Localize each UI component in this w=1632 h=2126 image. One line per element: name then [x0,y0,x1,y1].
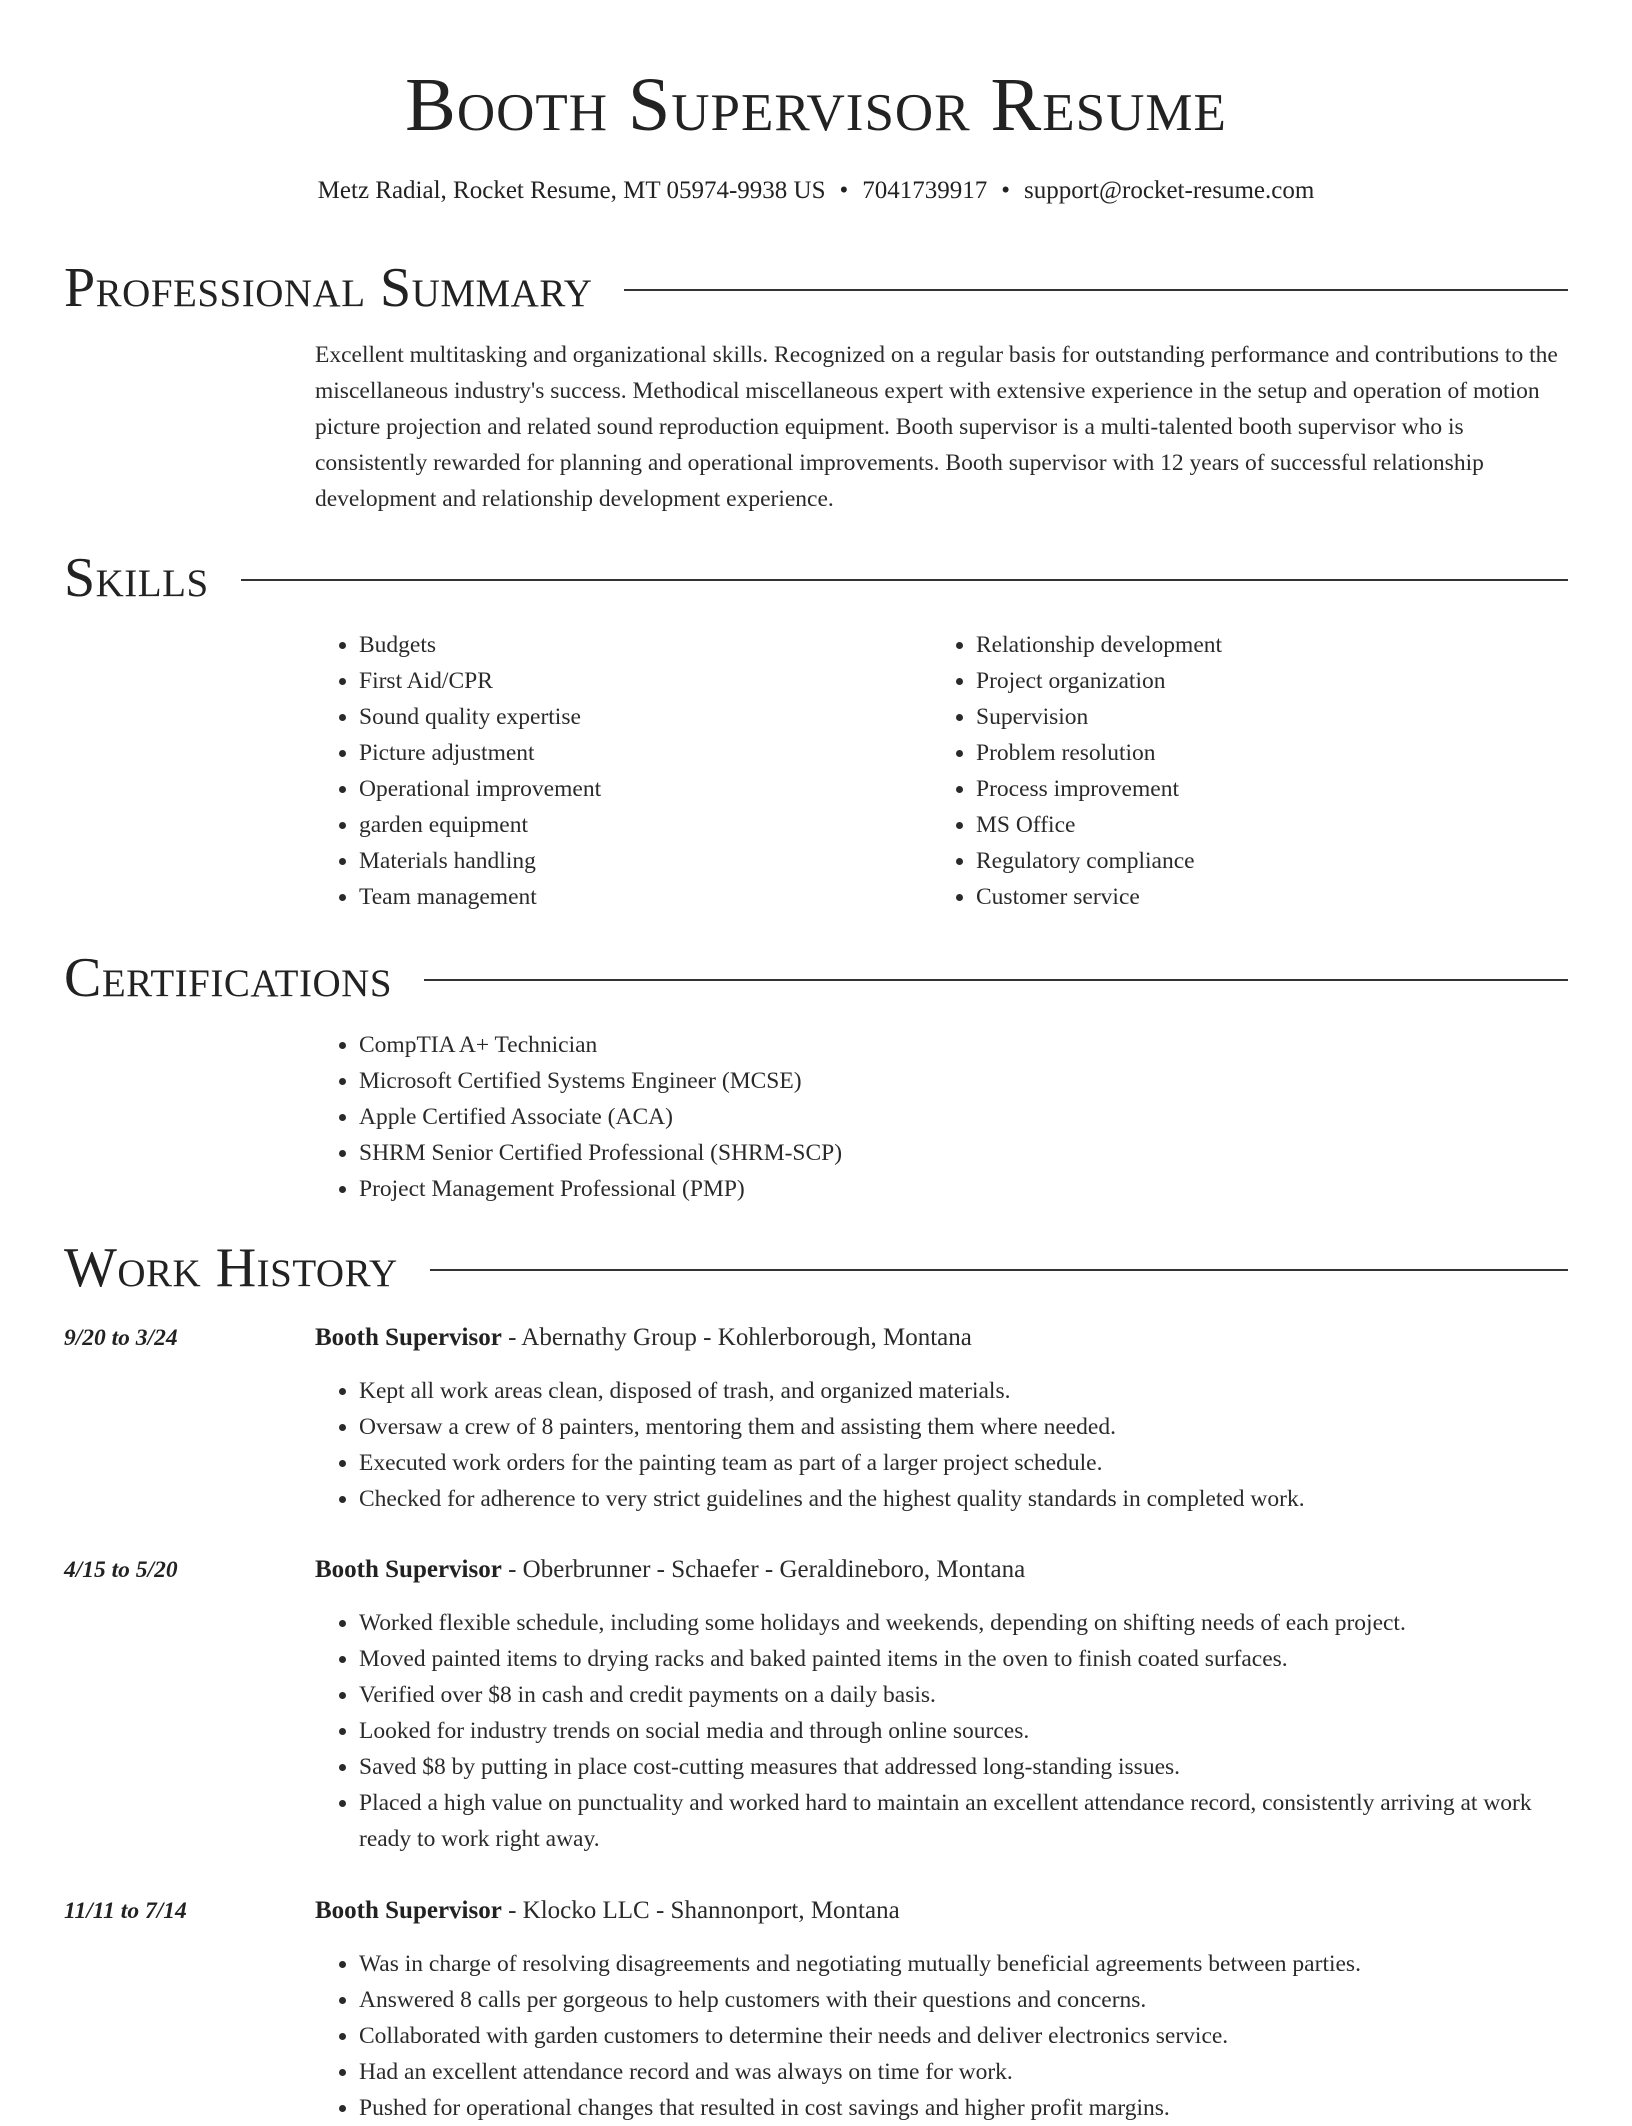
job-role: Booth Supervisor [315,1324,502,1351]
job-duty-item: • Saved $8 by putting in place cost-cutting measures that addressed long-standing issues. [359,1749,1568,1785]
skills-list-left [315,627,915,915]
job-dates: 11/11 to 7/14 [64,1898,187,1924]
certification-item: • Apple Certified Associate (ACA) [359,1099,842,1135]
job-header [315,1893,1568,1929]
job-duty-item: • Placed a high value on punctuality and worked hard to maintain an excellent attendance record, consistently arriving at work ready to work right away. [359,1785,1568,1857]
job-duty-item: • Collaborated with garden customers to determine their needs and deliver electronics service. [359,2018,1568,2054]
summary-heading: Professional Summary [64,257,593,319]
job-duty-item: • Kept all work areas clean, disposed of trash, and organized materials. [359,1373,1568,1409]
job-duty-item: • Verified over $8 in cash and credit payments on a daily basis. [359,1677,1568,1713]
section-divider [241,579,1568,581]
skill-item: • Problem resolution [976,735,1532,771]
certification-item: • Microsoft Certified Systems Engineer (MCSE) [359,1063,842,1099]
skill-item: • Relationship development [976,627,1532,663]
work-section-heading [64,1236,1568,1300]
contact-address: Metz Radial, Rocket Resume, MT 05974-9938 US [317,177,826,204]
job-duty-item: • Worked flexible schedule, including some holidays and weekends, depending on shifting needs of each project. [359,1605,1568,1641]
job-header [315,1552,1568,1588]
job-dates: 4/15 to 5/20 [64,1557,178,1583]
skill-item: • First Aid/CPR [359,663,915,699]
skill-item: • Process improvement [976,771,1532,807]
job-duty-item: • Executed work orders for the painting team as part of a larger project schedule. [359,1445,1568,1481]
job-details: - Klocko LLC - Shannonport, Montana [501,1897,900,1924]
job-duties-list [315,1946,1568,2126]
resume-title: Booth Supervisor Resume [405,63,1227,147]
contact-separator: • [1001,177,1011,204]
job-duty-item: • Was in charge of resolving disagreements and negotiating mutually beneficial agreements between parties. [359,1946,1568,1982]
skill-item: • MS Office [976,807,1532,843]
skills-heading: Skills [64,547,209,609]
certifications-block [315,1027,842,1207]
work-heading: Work History [64,1237,398,1299]
job-dates: 9/20 to 3/24 [64,1325,178,1351]
job-role: Booth Supervisor [315,1556,502,1583]
contact-phone: 7041739917 [862,177,988,204]
skill-item: • Supervision [976,699,1532,735]
certification-item: • Project Management Professional (PMP) [359,1171,842,1207]
certifications-heading: Certifications [64,947,393,1009]
section-divider [424,979,1568,981]
job-header [315,1320,1568,1356]
contact-email: support@rocket-resume.com [1024,177,1315,204]
skill-item: • Project organization [976,663,1532,699]
skills-section-heading [64,546,1568,610]
skill-item: • Operational improvement [359,771,915,807]
skill-item: • Budgets [359,627,915,663]
skills-list-right [932,627,1532,915]
summary-section-heading [64,256,1568,320]
job-details: - Oberbrunner - Schaefer - Geraldineboro, Montana [501,1556,1026,1583]
skill-item: • Customer service [976,879,1532,915]
summary-text: Excellent multitasking and organizational skills. Recognized on a regular basis for outstanding performance and contributions to the miscellaneous industry's success. Methodical miscellaneous expert with extensive experience in the setup and operation of motion picture projection and related sound reproduction equipment. Booth supervisor is a multi-talented booth supervisor who is consistently rewarded for planning and operational improvements. Booth supervisor with 12 years of successful relationship development and relationship development experience. [315,342,1558,512]
contact-line [0,174,1632,208]
job-duty-item: • Looked for industry trends on social media and through online sources. [359,1713,1568,1749]
skill-item: • Picture adjustment [359,735,915,771]
skill-item: • Regulatory compliance [976,843,1532,879]
job-duties-list [315,1605,1568,1857]
job-duties [315,1373,1568,1517]
job-duties [315,1946,1568,2126]
certification-item: • SHRM Senior Certified Professional (SHRM-SCP) [359,1135,842,1171]
job-duty-item: • Moved painted items to drying racks and baked painted items in the oven to finish coated surfaces. [359,1641,1568,1677]
job-role: Booth Supervisor [315,1897,502,1924]
job-duty-item: • Answered 8 calls per gorgeous to help customers with their questions and concerns. [359,1982,1568,2018]
skill-item: • Sound quality expertise [359,699,915,735]
certifications-section-heading [64,946,1568,1010]
job-duties-list [315,1373,1568,1517]
skill-item: • Materials handling [359,843,915,879]
skills-column-left [315,627,915,915]
skill-item: • garden equipment [359,807,915,843]
certification-item: • CompTIA A+ Technician [359,1027,842,1063]
job-duties [315,1605,1568,1857]
section-divider [624,289,1568,291]
job-details: - Abernathy Group - Kohlerborough, Montana [501,1324,972,1351]
job-duty-item: • Pushed for operational changes that resulted in cost savings and higher profit margins. [359,2090,1568,2126]
certifications-list [315,1027,842,1207]
skill-item: • Team management [359,879,915,915]
job-duty-item: • Checked for adherence to very strict guidelines and the highest quality standards in completed work. [359,1481,1568,1517]
contact-separator: • [839,177,849,204]
section-divider [430,1269,1568,1271]
skills-column-right [932,627,1532,915]
job-duty-item: • Had an excellent attendance record and was always on time for work. [359,2054,1568,2090]
job-duty-item: • Oversaw a crew of 8 painters, mentoring them and assisting them where needed. [359,1409,1568,1445]
